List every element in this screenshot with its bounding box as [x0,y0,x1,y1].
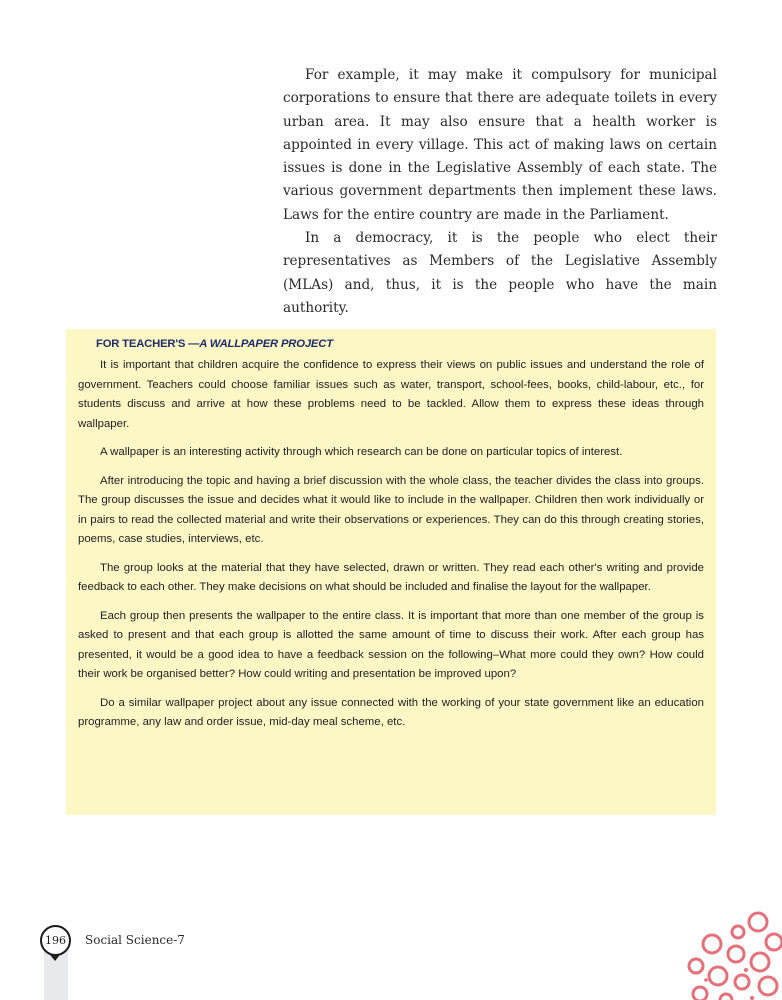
heading-emphasis: A WALLPAPER PROJECT [199,338,333,350]
bubbles-decoration-icon [676,906,782,1000]
paragraph-democracy: In a democracy, it is the people who elect their representatives as Members of the Legislative Assembly (MLAs) and, thus, it is the people who have the main authority. [283,230,717,316]
subject-label: Social Science-7 [85,933,185,947]
teacher-note-box [66,329,716,815]
teacher-note-paragraph: It is important that children acquire the confidence to express their views on public issues and understand the role of government. Teachers could choose familiar issues such as water, transport, school-fees, books, child-labour, etc., for students discuss and arrive at how these problems need to be tackled. Allow them to express these ideas through wallpaper. [78,359,704,430]
teacher-note-paragraph: Do a similar wallpaper project about any issue connected with the working of your state government like an education programme, any law and order issue, mid-day meal scheme, etc. [78,696,704,728]
page-number-badge [40,925,71,956]
teacher-note-heading [96,338,704,350]
heading-prefix: FOR TEACHER'S — [96,338,200,350]
teacher-note-paragraph: Each group then presents the wallpaper to the entire class. It is important that more than one member of the group is asked to present and that each group is allotted the same amount of time to discuss their work. After each group has presented, it would be a good idea to have a feedback session on the following–What more could they own? How could their work be organised better? How could writing and presentation be improved upon? [78,609,704,680]
teacher-note-paragraph: A wallpaper is an interesting activity through which research can be done on particular topics of interest. [100,446,623,458]
teacher-note-paragraph: The group looks at the material that they have selected, drawn or written. They read each other's writing and provide feedback to each other. They make decisions on what should be included and finalise the layout for the wallpaper. [78,561,704,593]
paragraph-laws-example: For example, it may make it compulsory for municipal corporations to ensure that there are adequate toilets in every urban area. It may also ensure that a health worker is appointed in every village. This act of making laws on certain issues is done in the Legislative Assembly of each state. The various government departments then implement these laws. Laws for the entire country are made in the Parliament. [283,67,717,223]
page-number: 196 [45,934,66,947]
main-body-text [283,64,717,320]
teacher-note-paragraph: After introducing the topic and having a brief discussion with the whole class, the teacher divides the class into groups. The group discusses the issue and decides what it would like to include in the wallpaper. Children then work individually or in pairs to read the collected material and write their observations or experiences. They can do this through creating stories, poems, case studies, interviews, etc. [78,474,704,545]
